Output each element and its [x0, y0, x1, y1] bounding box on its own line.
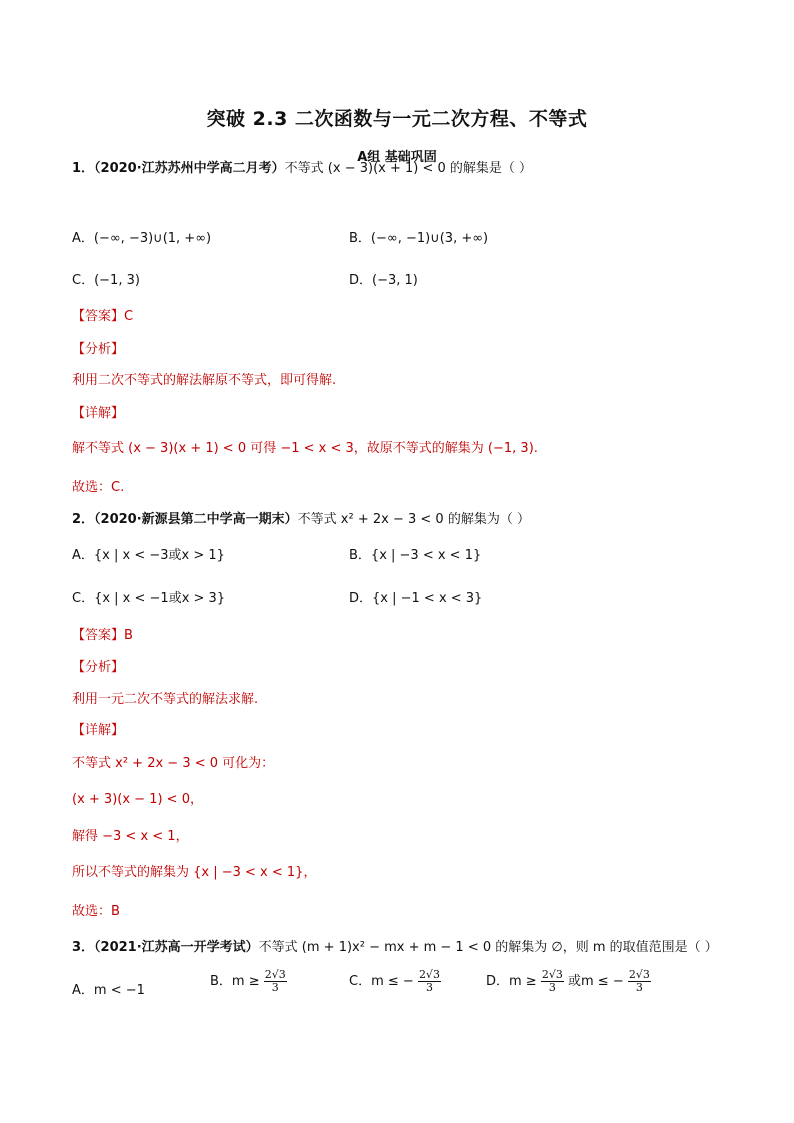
fraction-numerator: 2√3	[418, 968, 440, 981]
page-title: 突破 2.3 二次函数与一元二次方程、不等式	[206, 108, 588, 130]
analysis-label: 【分析】	[72, 660, 125, 675]
question-2-stem	[72, 508, 530, 527]
fraction-denominator: 3	[425, 981, 433, 994]
question-number: 2．	[72, 512, 95, 527]
option-b-text: B．m ≥	[210, 974, 260, 989]
question-text: 不等式 x² + 2x − 3 < 0 的解集为（ ）	[297, 512, 530, 527]
fraction	[628, 969, 651, 994]
option-c	[349, 969, 441, 994]
fraction	[541, 969, 564, 994]
option-b: B．(−∞, −1)∪(3, +∞)	[349, 231, 489, 246]
question-number: 3．	[72, 940, 95, 955]
choice-text: 故选：C.	[72, 480, 125, 495]
option-c: C．(−1, 3)	[72, 273, 140, 288]
fraction-denominator: 3	[271, 981, 279, 994]
answer-label: 【答案】	[72, 309, 125, 324]
option-c-text: C．m ≤ −	[349, 974, 414, 989]
answer-label: 【答案】	[72, 628, 125, 643]
detail-step-2: (x + 3)(x − 1) < 0，	[72, 792, 203, 807]
option-d: D．(−3, 1)	[349, 273, 418, 288]
section-subtitle: A组 基础巩固	[357, 150, 437, 165]
answer-value: C	[124, 309, 134, 324]
option-a: A．(−∞, −3)∪(1, +∞)	[72, 231, 212, 246]
detail-step-1: 不等式 x² + 2x − 3 < 0 可化为：	[72, 756, 275, 771]
fraction	[264, 969, 287, 994]
analysis-text: 利用二次不等式的解法解原不等式，即可得解.	[72, 373, 337, 388]
question-text: 不等式 (m + 1)x² − mx + m − 1 < 0 的解集为 ∅，则 m 的取值范围是（ ）	[258, 940, 718, 955]
detail-label: 【详解】	[72, 723, 125, 738]
answer-line	[72, 624, 133, 643]
option-d: D．{x | −1 < x < 3}	[349, 591, 483, 606]
choice-text: 故选：B	[72, 904, 120, 919]
answer-value: B	[124, 628, 133, 643]
fraction-numerator: 2√3	[541, 968, 563, 981]
fraction-denominator: 3	[548, 981, 556, 994]
question-number: 1．	[72, 161, 95, 176]
detail-label: 【详解】	[72, 406, 125, 421]
detail-step-3: 解得 −3 < x < 1，	[72, 829, 189, 844]
question-1-stem	[72, 157, 532, 176]
answer-line	[72, 305, 133, 324]
fraction-numerator: 2√3	[264, 968, 286, 981]
fraction-denominator: 3	[635, 981, 643, 994]
option-a: A．m < −1	[72, 983, 145, 998]
option-b	[210, 969, 287, 994]
analysis-text: 利用一元二次不等式的解法求解.	[72, 692, 259, 707]
question-3-stem	[72, 936, 718, 955]
fraction	[418, 969, 441, 994]
question-text: 不等式 (x − 3)(x + 1) < 0 的解集是（ ）	[284, 161, 533, 176]
option-a: A．{x | x < −3或x > 1}	[72, 548, 225, 563]
option-d-text: D．m ≥	[486, 974, 537, 989]
option-c: C．{x | x < −1或x > 3}	[72, 591, 226, 606]
analysis-label: 【分析】	[72, 342, 125, 357]
question-source: （2020·江苏苏州中学高二月考）	[94, 161, 285, 176]
detail-step-4: 所以不等式的解集为 {x | −3 < x < 1}，	[72, 865, 317, 880]
option-d-connector: 或m ≤ −	[568, 974, 624, 989]
fraction-numerator: 2√3	[628, 968, 650, 981]
detail-text: 解不等式 (x − 3)(x + 1) < 0 可得 −1 < x < 3，故原不等式的解集为 (−1, 3).	[72, 441, 538, 456]
question-source: （2020·新源县第二中学高一期末）	[94, 512, 298, 527]
option-d	[486, 969, 651, 994]
option-b: B．{x | −3 < x < 1}	[349, 548, 482, 563]
question-source: （2021·江苏高一开学考试）	[94, 940, 259, 955]
